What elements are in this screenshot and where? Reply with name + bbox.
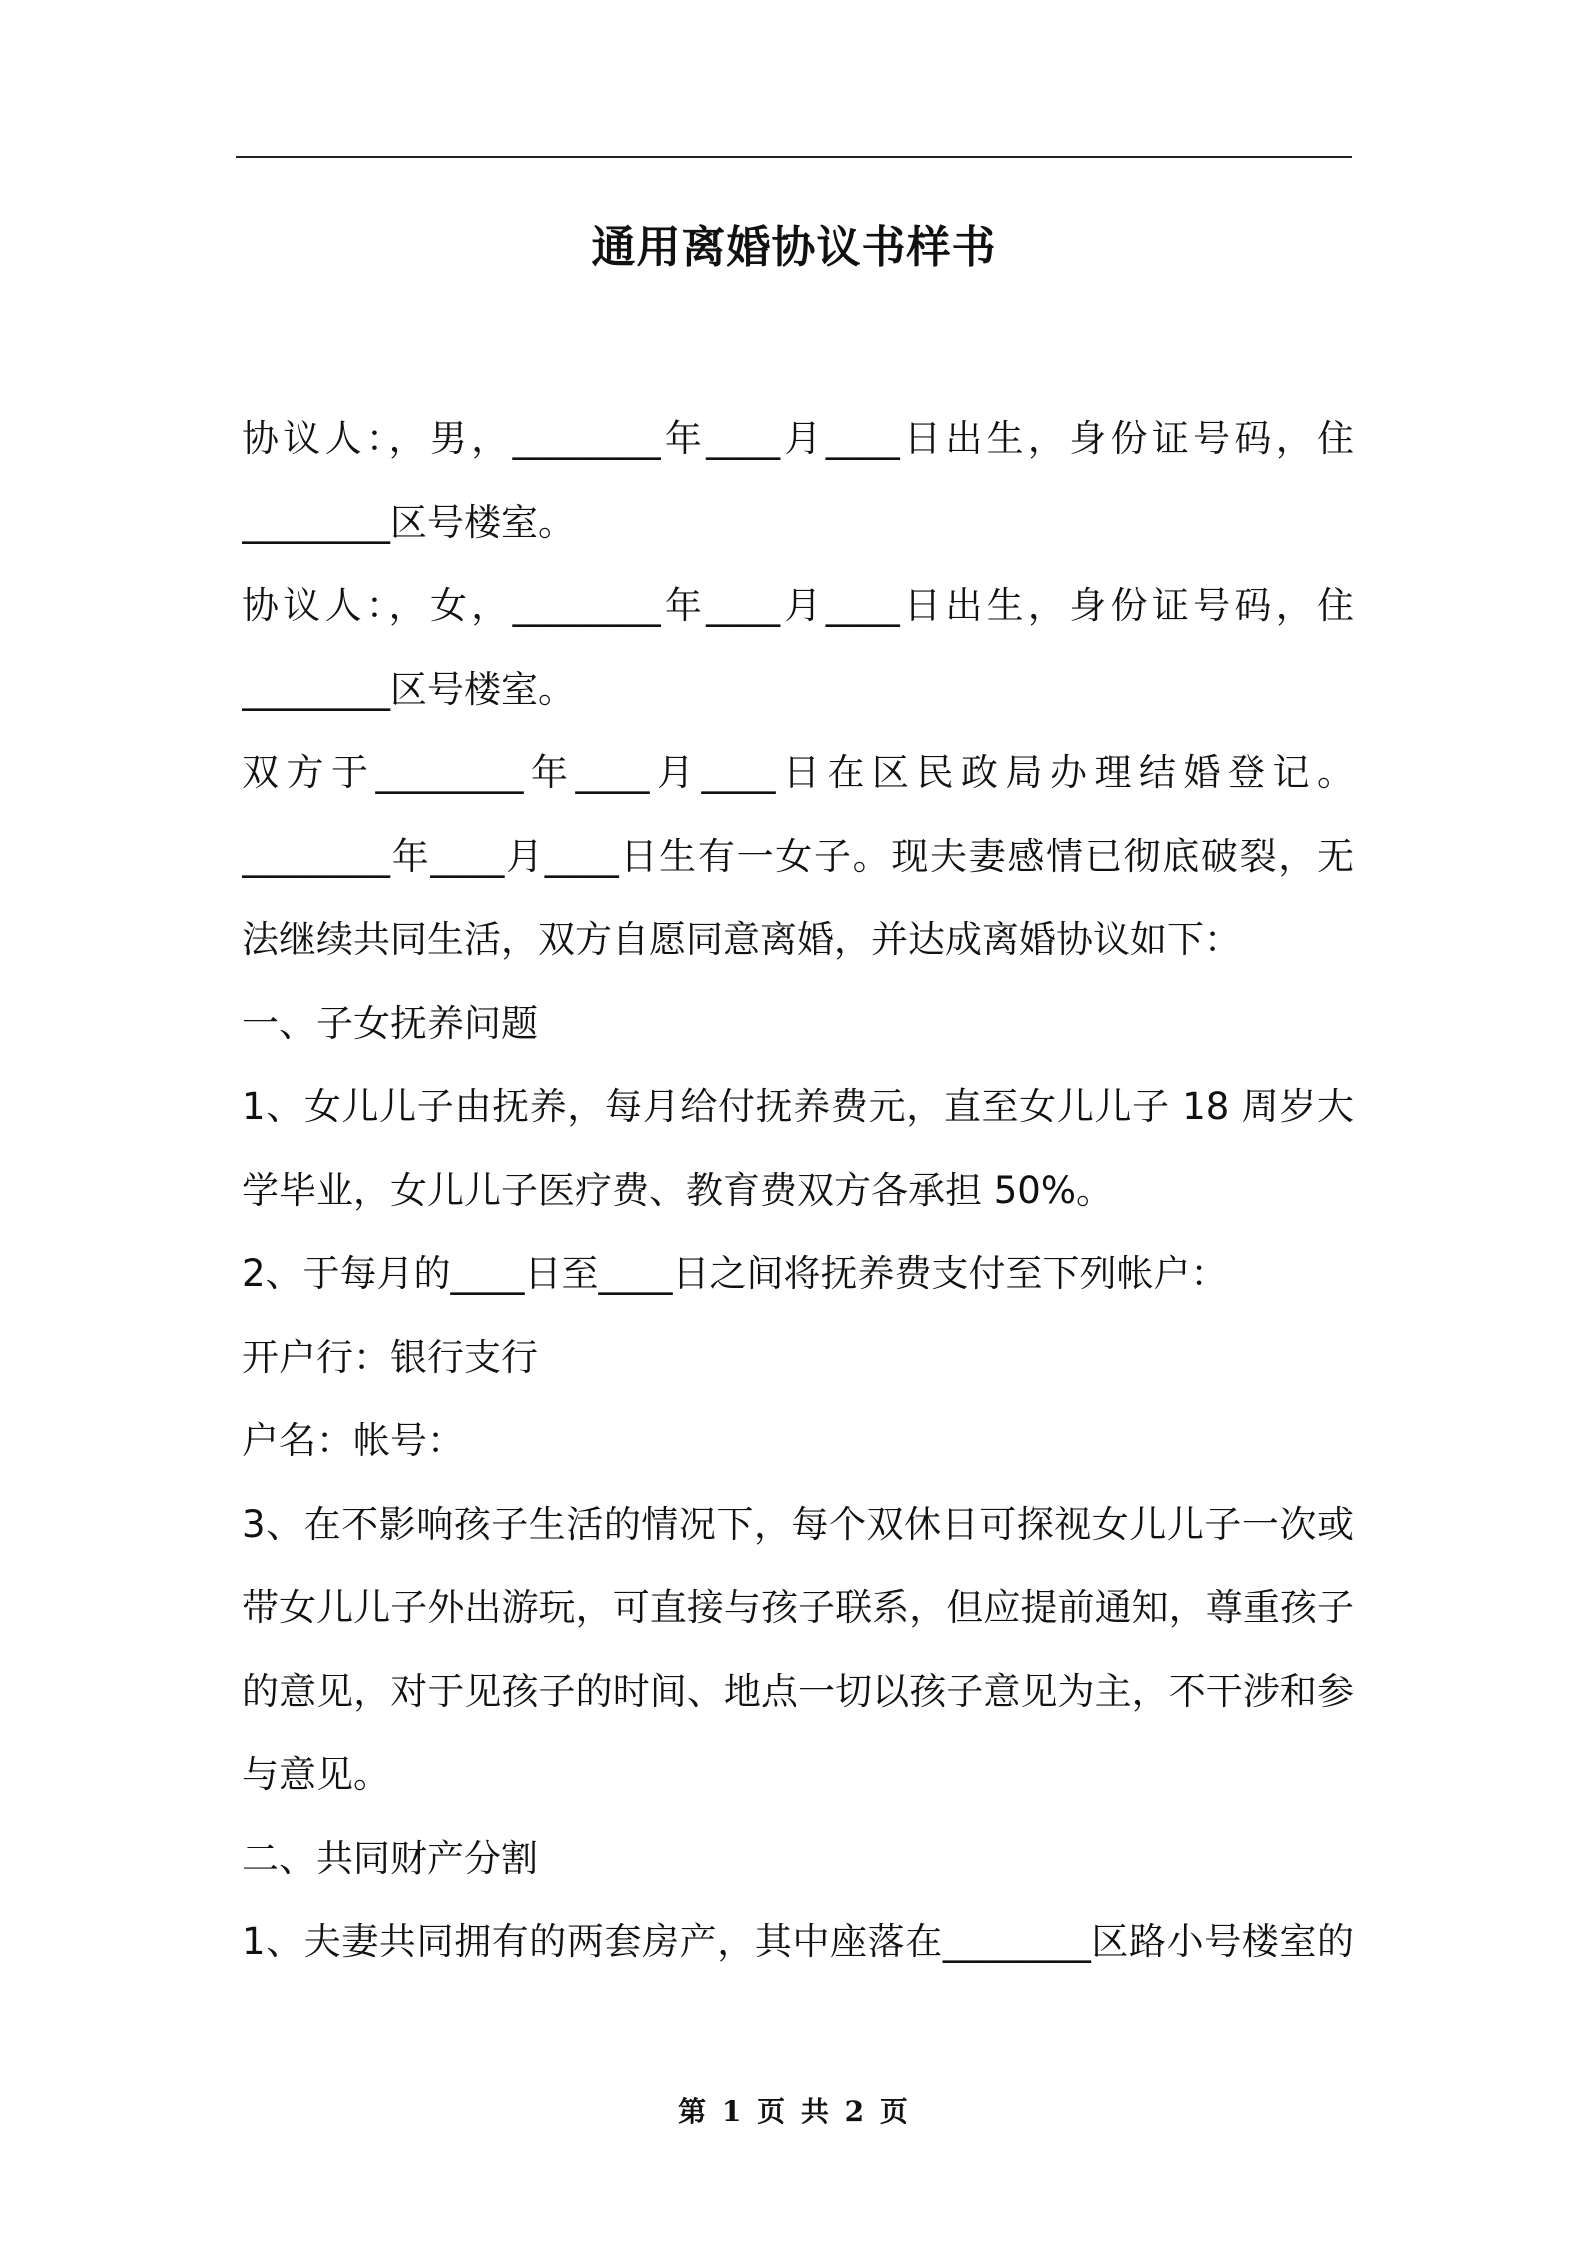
document-body — [242, 404, 1354, 1991]
body-line: 学毕业，女儿儿子医疗费、教育费双方各承担 50%。 — [242, 1168, 1113, 1212]
body-line: 的意见，对于见孩子的时间、地点一切以孩子意见为主，不干涉和参 — [242, 1669, 1354, 1713]
section-heading: 一、子女抚养问题 — [242, 1001, 538, 1045]
body-line: 2、于每月的____日至____日之间将抚养费支付至下列帐户： — [242, 1252, 1228, 1295]
body-line: 户名：帐号： — [242, 1419, 464, 1462]
body-line: 1、女儿儿子由抚养，每月给付抚养费元，直至女儿儿子 18 周岁大 — [242, 1085, 1354, 1128]
body-line: 带女儿儿子外出游玩，可直接与孩子联系，但应提前通知，尊重孩子 — [242, 1586, 1354, 1629]
section-heading: 二、共同财产分割 — [242, 1836, 538, 1880]
body-line: 与意见。 — [242, 1753, 390, 1796]
body-line: 法继续共同生活，双方自愿同意离婚，并达成离婚协议如下： — [242, 918, 1241, 961]
document-title: 通用离婚协议书样书 — [591, 222, 997, 273]
body-line: 1、夫妻共同拥有的两套房产，其中座落在________区路小号楼室的 — [242, 1920, 1354, 1963]
body-line: ________年____月____日生有一女子。现夫妻感情已彻底破裂，无 — [242, 834, 1354, 878]
body-line: 3、在不影响孩子生活的情况下，每个双休日可探视女儿儿子一次或 — [242, 1502, 1354, 1546]
body-line: 开户行：银行支行 — [242, 1335, 538, 1379]
body-line: 双方于________年____月____日在区民政局办理结婚登记。 — [242, 751, 1354, 794]
body-line: ________区号楼室。 — [242, 500, 575, 544]
body-line: 协议人：，男，________年____月____日出生，身份证号码，住 — [242, 417, 1354, 460]
page-number: 第 1 页 共 2 页 — [678, 2095, 908, 2128]
header-rule — [236, 156, 1352, 158]
body-line: ________区号楼室。 — [242, 667, 575, 711]
body-line: 协议人：，女，________年____月____日出生，身份证号码，住 — [242, 584, 1354, 627]
